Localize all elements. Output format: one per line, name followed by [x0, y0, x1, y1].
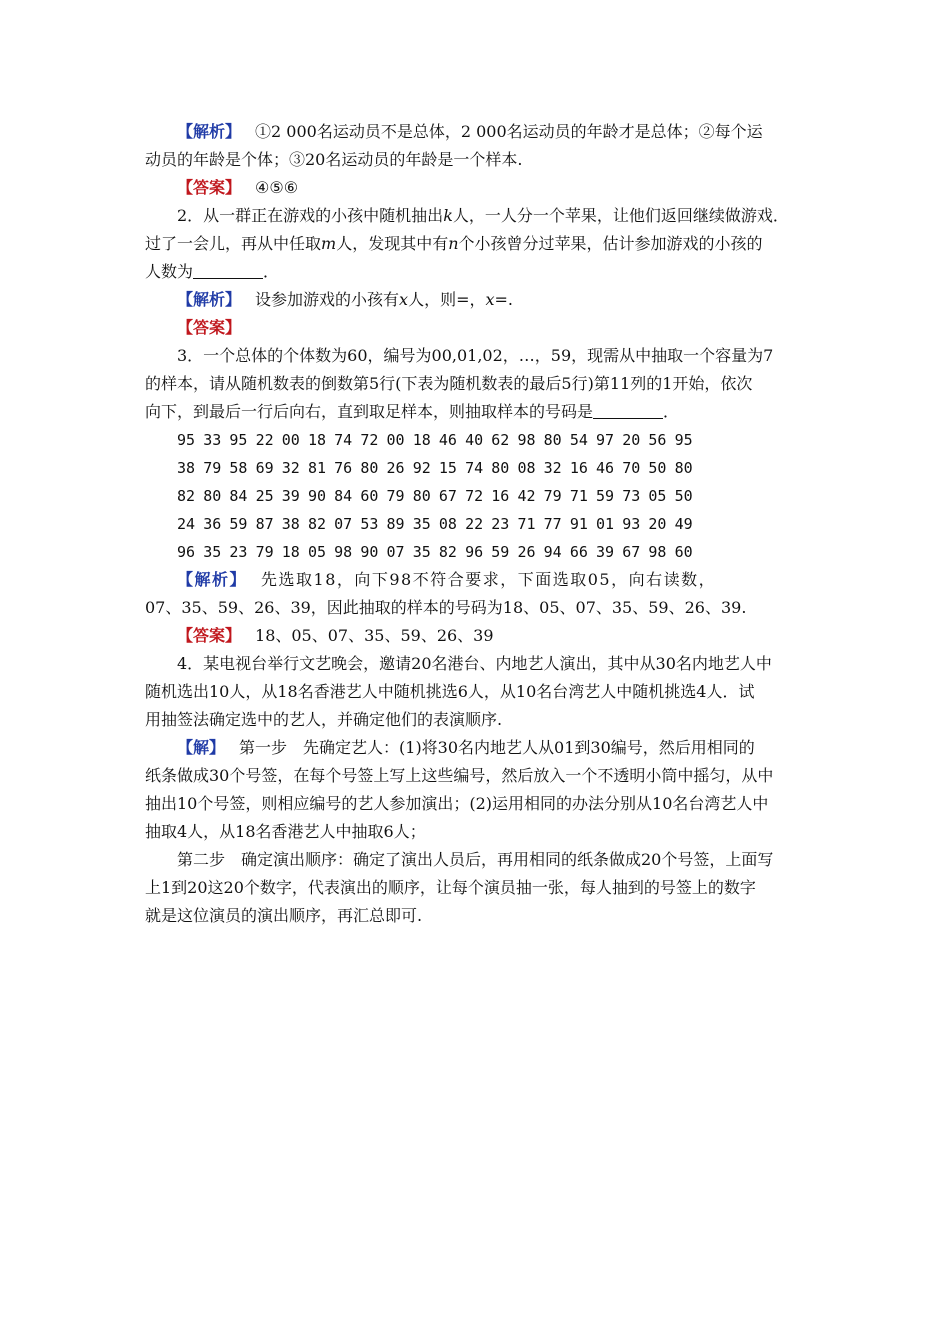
q3-question-cont	[145, 370, 811, 398]
random-table-cell: 18	[307, 431, 326, 449]
random-table-cell: 38	[281, 515, 300, 533]
q2-answer	[145, 314, 811, 342]
var-k: k	[443, 206, 453, 225]
q3-text: 向下，到最后一行后向右，直到取足样本，则抽取样本的号码是	[145, 402, 594, 421]
analysis-tag: 【解析】	[177, 290, 242, 309]
random-table-cell: 60	[360, 487, 379, 505]
solution-tag: 【解】	[177, 738, 226, 757]
random-table-cell: 42	[517, 487, 536, 505]
document-content	[145, 118, 811, 930]
random-table-cell: 58	[229, 459, 248, 477]
solution-text: 第二步 确定演出顺序：确定了演出人员后，再用相同的纸条做成20个号签，上面写	[177, 850, 774, 869]
random-table-cell: 38	[177, 459, 196, 477]
random-table-row	[145, 482, 811, 510]
random-table-cell: 74	[334, 431, 353, 449]
q3-answer	[145, 622, 811, 650]
random-table-row	[145, 538, 811, 566]
random-table-cell: 67	[622, 543, 641, 561]
random-table-cell: 94	[543, 543, 562, 561]
random-table-cell: 81	[307, 459, 326, 477]
q4-step2	[145, 846, 811, 874]
q3-text: 的样本，请从随机数表的倒数第5行(下表为随机数表的最后5行)第11列的1开始，依次	[145, 374, 753, 393]
random-table-cell: 16	[491, 487, 510, 505]
random-table-cell: 96	[465, 543, 484, 561]
random-table-cell: 82	[177, 487, 196, 505]
random-table-cell: 67	[438, 487, 457, 505]
answer-text: 18、05、07、35、59、26、39	[255, 626, 494, 645]
q2-question-cont2	[145, 258, 811, 286]
q4-step2-cont	[145, 902, 811, 930]
random-table-cell: 80	[203, 487, 222, 505]
analysis-text: =.	[494, 290, 514, 309]
q2-text: 人数为	[145, 262, 194, 281]
q3-analysis	[145, 566, 811, 594]
answer-tag: 【答案】	[177, 626, 242, 645]
random-table-cell: 80	[543, 431, 562, 449]
analysis-text: 动员的年龄是个体；③20名运动员的年龄是一个样本.	[145, 150, 523, 169]
random-table-cell: 62	[491, 431, 510, 449]
random-table-cell: 95	[229, 431, 248, 449]
analysis-tag: 【解析】	[177, 122, 242, 141]
q3-question	[145, 342, 811, 370]
random-table-cell: 93	[622, 515, 641, 533]
q2-question-cont	[145, 230, 811, 258]
solution-text: 就是这位演员的演出顺序，再汇总即可.	[145, 906, 423, 925]
random-table-cell: 71	[517, 515, 536, 533]
random-table-cell: 00	[281, 431, 300, 449]
random-table-cell: 53	[360, 515, 379, 533]
random-table-cell: 50	[674, 487, 693, 505]
solution-text: 上1到20这20个数字，代表演出的顺序，让每个演员抽一张，每人抽到的号签上的数字	[145, 878, 756, 897]
random-table-cell: 79	[203, 459, 222, 477]
random-table-cell: 59	[596, 487, 615, 505]
q4-text: 4．某电视台举行文艺晚会，邀请20名港台、内地艺人演出，其中从30名内地艺人中	[177, 654, 772, 673]
random-table-cell: 84	[334, 487, 353, 505]
random-table-cell: 08	[438, 515, 457, 533]
random-table-cell: 76	[334, 459, 353, 477]
random-table-cell: 66	[569, 543, 588, 561]
q4-question-cont2	[145, 706, 811, 734]
random-table-cell: 20	[622, 431, 641, 449]
random-table-cell: 72	[465, 487, 484, 505]
random-table-cell: 73	[622, 487, 641, 505]
random-table-cell: 35	[412, 543, 431, 561]
random-table-cell: 07	[386, 543, 405, 561]
random-table-cell: 07	[334, 515, 353, 533]
q4-question-cont	[145, 678, 811, 706]
random-table-cell: 05	[307, 543, 326, 561]
var-x: x	[485, 290, 495, 309]
random-table-cell: 46	[596, 459, 615, 477]
q4-question	[145, 650, 811, 678]
random-table-cell: 89	[386, 515, 405, 533]
random-table-cell: 36	[203, 515, 222, 533]
random-table-cell: 40	[465, 431, 484, 449]
random-table-row	[145, 454, 811, 482]
q2-text: 过了一会儿，再从中任取	[145, 234, 322, 253]
random-table-cell: 08	[517, 459, 536, 477]
answer-blank	[593, 402, 663, 419]
q4-solution-cont	[145, 790, 811, 818]
random-table-cell: 79	[255, 543, 274, 561]
random-table-cell: 32	[281, 459, 300, 477]
random-table-cell: 35	[203, 543, 222, 561]
random-table-cell: 77	[543, 515, 562, 533]
random-table-cell: 82	[307, 515, 326, 533]
random-table-cell: 20	[648, 515, 667, 533]
random-table-cell: 22	[255, 431, 274, 449]
random-table-cell: 90	[360, 543, 379, 561]
random-table-cell: 79	[386, 487, 405, 505]
random-table-cell: 46	[438, 431, 457, 449]
random-table-cell: 16	[569, 459, 588, 477]
analysis-tag: 【解析】	[177, 570, 248, 589]
random-table-cell: 50	[648, 459, 667, 477]
solution-text: 抽出10个号签，则相应编号的艺人参加演出；(2)运用相同的办法分别从10名台湾艺人中	[145, 794, 769, 813]
random-table-cell: 49	[674, 515, 693, 533]
q1-analysis	[145, 118, 811, 146]
q4-text: 用抽签法确定选中的艺人，并确定他们的表演顺序.	[145, 710, 503, 729]
random-table-cell: 26	[386, 459, 405, 477]
random-table-row	[145, 510, 811, 538]
random-table-cell: 96	[177, 543, 196, 561]
random-table-cell: 18	[281, 543, 300, 561]
random-table-cell: 95	[674, 431, 693, 449]
q1-analysis-cont	[145, 146, 811, 174]
var-x: x	[399, 290, 409, 309]
analysis-text: ①2 000名运动员不是总体，2 000名运动员的年龄才是总体；②每个运	[255, 122, 763, 141]
random-table-cell: 18	[412, 431, 431, 449]
random-table-cell: 25	[255, 487, 274, 505]
random-table-cell: 01	[596, 515, 615, 533]
analysis-text: 人，则=，	[408, 290, 486, 309]
random-table-cell: 70	[622, 459, 641, 477]
random-table-cell: 98	[648, 543, 667, 561]
random-table-cell: 05	[648, 487, 667, 505]
q3-text: ．	[663, 402, 680, 421]
random-table-cell: 87	[255, 515, 274, 533]
random-table-cell: 91	[569, 515, 588, 533]
random-table-cell: 74	[465, 459, 484, 477]
analysis-text: 先选取18，向下98不符合要求，下面选取05，向右读数，	[261, 570, 717, 589]
answer-blank	[193, 262, 263, 279]
q2-text: 个小孩曾分过苹果，估计参加游戏的小孩的	[458, 234, 763, 253]
random-table-cell: 82	[438, 543, 457, 561]
analysis-text: 设参加游戏的小孩有	[255, 290, 400, 309]
answer-tag: 【答案】	[177, 178, 242, 197]
solution-text: 第一步 先确定艺人：(1)将30名内地艺人从01到30编号，然后用相同的	[239, 738, 755, 757]
random-table-cell: 72	[360, 431, 379, 449]
q4-solution-cont	[145, 818, 811, 846]
random-table-cell: 33	[203, 431, 222, 449]
random-number-table	[145, 426, 811, 566]
random-table-cell: 71	[569, 487, 588, 505]
q2-text: 人，发现其中有	[336, 234, 449, 253]
answer-text: ④⑤⑥	[255, 178, 299, 197]
q2-text: ．	[263, 262, 280, 281]
random-table-cell: 80	[491, 459, 510, 477]
solution-text: 纸条做成30个号签，在每个号签上写上这些编号，然后放入一个不透明小筒中摇匀，从中	[145, 766, 774, 785]
var-m: m	[321, 234, 337, 253]
random-table-cell: 24	[177, 515, 196, 533]
random-table-cell: 00	[386, 431, 405, 449]
random-table-cell: 97	[596, 431, 615, 449]
random-table-row	[145, 426, 811, 454]
random-table-cell: 92	[412, 459, 431, 477]
random-table-cell: 59	[491, 543, 510, 561]
answer-tag: 【答案】	[177, 318, 242, 337]
analysis-text: 07、35、59、26、39，因此抽取的样本的号码为18、05、07、35、59、26、39.	[145, 598, 747, 617]
q3-question-cont2	[145, 398, 811, 426]
random-table-cell: 23	[491, 515, 510, 533]
random-table-cell: 95	[177, 431, 196, 449]
random-table-cell: 35	[412, 515, 431, 533]
random-table-cell: 80	[412, 487, 431, 505]
q3-text: 3．一个总体的个体数为60，编号为00,01,02，…，59，现需从中抽取一个容量为7	[177, 346, 774, 365]
random-table-cell: 59	[229, 515, 248, 533]
random-table-cell: 15	[438, 459, 457, 477]
random-table-cell: 79	[543, 487, 562, 505]
random-table-cell: 84	[229, 487, 248, 505]
q3-analysis-cont	[145, 594, 811, 622]
var-n: n	[448, 234, 459, 253]
random-table-cell: 39	[281, 487, 300, 505]
random-table-cell: 80	[674, 459, 693, 477]
random-table-cell: 32	[543, 459, 562, 477]
q4-step2-cont	[145, 874, 811, 902]
q4-solution-cont	[145, 762, 811, 790]
q2-question	[145, 202, 811, 230]
random-table-cell: 90	[307, 487, 326, 505]
random-table-cell: 56	[648, 431, 667, 449]
q1-answer	[145, 174, 811, 202]
random-table-cell: 60	[674, 543, 693, 561]
random-table-cell: 80	[360, 459, 379, 477]
q2-analysis	[145, 286, 811, 314]
q4-solution	[145, 734, 811, 762]
random-table-cell: 39	[596, 543, 615, 561]
random-table-cell: 22	[465, 515, 484, 533]
random-table-cell: 69	[255, 459, 274, 477]
random-table-cell: 23	[229, 543, 248, 561]
q2-text: 2．从一群正在游戏的小孩中随机抽出	[177, 206, 444, 225]
random-table-cell: 26	[517, 543, 536, 561]
solution-text: 抽取4人，从18名香港艺人中抽取6人；	[145, 822, 426, 841]
random-table-cell: 98	[517, 431, 536, 449]
random-table-cell: 54	[569, 431, 588, 449]
q4-text: 随机选出10人，从18名香港艺人中随机挑选6人，从10名台湾艺人中随机挑选4人．试	[145, 682, 755, 701]
random-table-cell: 98	[334, 543, 353, 561]
q2-text: 人，一人分一个苹果，让他们返回继续做游戏．	[452, 206, 789, 225]
